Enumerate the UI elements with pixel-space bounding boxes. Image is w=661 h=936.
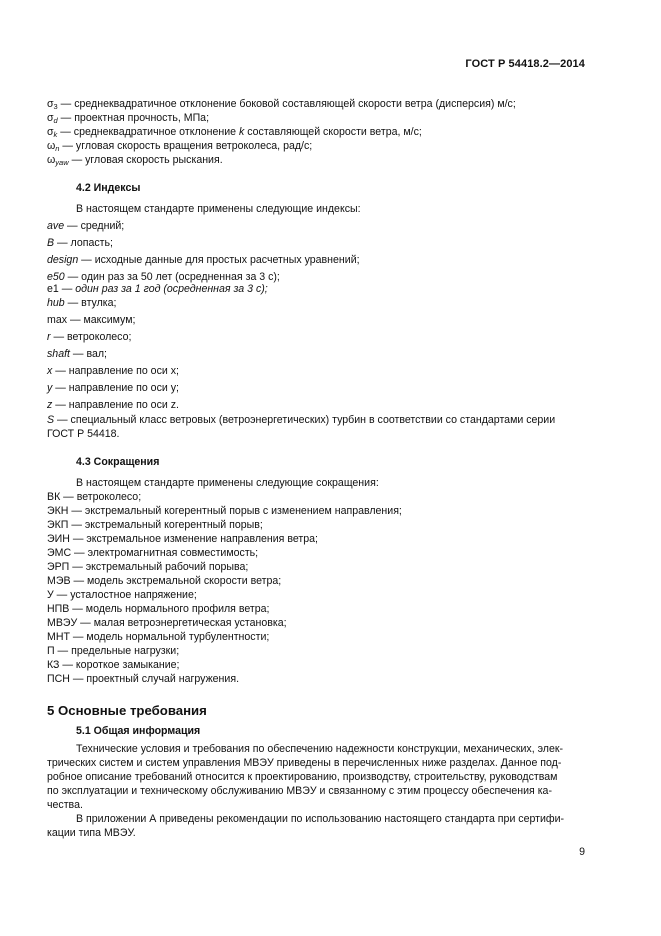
section-heading-4-3: 4.3 Сокращения	[76, 456, 160, 468]
abbreviation-item: ЭКП — экстремальный когерентный порыв;	[47, 519, 263, 531]
abbreviation-item: НПВ — модель нормального профиля ветра;	[47, 603, 270, 615]
abbreviation-item: МЭВ — модель экстремальной скорости ветра;	[47, 575, 282, 587]
symbol-line: $\sigma_d$ — проектная прочность, МПа;	[47, 112, 210, 125]
section-heading-5: 5 Основные требования	[47, 703, 207, 718]
paragraph-line: Технические условия и требования по обеспечению надежности конструкции, механических, элек-	[76, 743, 564, 755]
index-item: r — ветроколесо;	[47, 331, 132, 343]
section-heading-5-1: 5.1 Общая информация	[76, 725, 201, 737]
abbreviation-item: МНТ — модель нормальной турбулентности;	[47, 631, 270, 643]
abbreviation-item: ЭРП — экстремальный рабочий порыва;	[47, 561, 249, 573]
index-item: e50 — один раз за 50 лет (осредненная за 3 с);	[47, 271, 280, 283]
paragraph-line: по эксплуатации и техническому обслуживанию МВЭУ и связанному с этим процессу обеспечения ка-	[47, 785, 552, 797]
symbol-line: $\sigma_3$ — среднеквадратичное отклонение боковой составляющей скорости ветра (дисперсия) м/с;	[47, 98, 516, 111]
paragraph-line: чества.	[47, 799, 83, 811]
paragraph-line: трических систем и систем управления МВЭУ приведены в перечисленных ниже разделах. Данное под-	[47, 757, 562, 769]
index-item-s: S — специальный класс ветровых (ветроэнергетических) турбин в соответствии со стандартами серии	[47, 414, 556, 426]
paragraph-line: кации типа МВЭУ.	[47, 827, 136, 839]
abbreviation-item: ЭМС — электромагнитная совместимость;	[47, 547, 259, 559]
abbreviation-item: ВК — ветроколесо;	[47, 491, 142, 503]
index-item: B — лопасть;	[47, 237, 113, 249]
abbreviation-item: МВЭУ — малая ветроэнергетическая установка;	[47, 617, 287, 629]
symbol-line: $\omega_{yaw}$ — угловая скорость рыскания.	[47, 154, 223, 167]
index-item-s-cont: ГОСТ Р 54418.	[47, 428, 120, 440]
abbreviation-item: П — предельные нагрузки;	[47, 645, 180, 657]
index-item: ave — средний;	[47, 220, 125, 232]
abbreviation-item: ПСН — проектный случай нагружения.	[47, 673, 240, 685]
page-number: 9	[579, 846, 585, 858]
section-heading-4-2: 4.2 Индексы	[76, 182, 141, 194]
index-item: shaft — вал;	[47, 348, 107, 360]
section-intro: В настоящем стандарте применены следующие индексы:	[76, 203, 361, 215]
index-item: z — направление по оси z.	[47, 399, 179, 411]
index-item: x — направление по оси x;	[47, 365, 179, 377]
paragraph-line: робное описание требований относится к проектированию, производству, строительству, руководствам	[47, 771, 558, 783]
paragraph-line: В приложении А приведены рекомендации по использованию настоящего стандарта при сертифи-	[76, 813, 565, 825]
index-item: hub — втулка;	[47, 297, 117, 309]
index-item: e1 — один раз за 1 год (осредненная за 3 с);	[47, 283, 268, 295]
index-item: max — максимум;	[47, 314, 136, 326]
abbreviation-item: ЭИН — экстремальное изменение направления ветра;	[47, 533, 318, 545]
abbreviation-item: ЭКН — экстремальный когерентный порыв с изменением направления;	[47, 505, 402, 517]
index-item: y — направление по оси y;	[47, 382, 179, 394]
index-item: design — исходные данные для простых расчетных уравнений;	[47, 254, 360, 266]
document-code: ГОСТ Р 54418.2—2014	[465, 58, 585, 70]
abbreviation-item: КЗ — короткое замыкание;	[47, 659, 180, 671]
section-intro: В настоящем стандарте применены следующие сокращения:	[76, 477, 379, 489]
abbreviation-item: У — усталостное напряжение;	[47, 589, 197, 601]
symbol-line: $\sigma_k$ — среднеквадратичное отклонение k составляющей скорости ветра, м/с;	[47, 126, 422, 139]
symbol-line: $\omega_n$ — угловая скорость вращения ветроколеса, рад/с;	[47, 140, 313, 153]
